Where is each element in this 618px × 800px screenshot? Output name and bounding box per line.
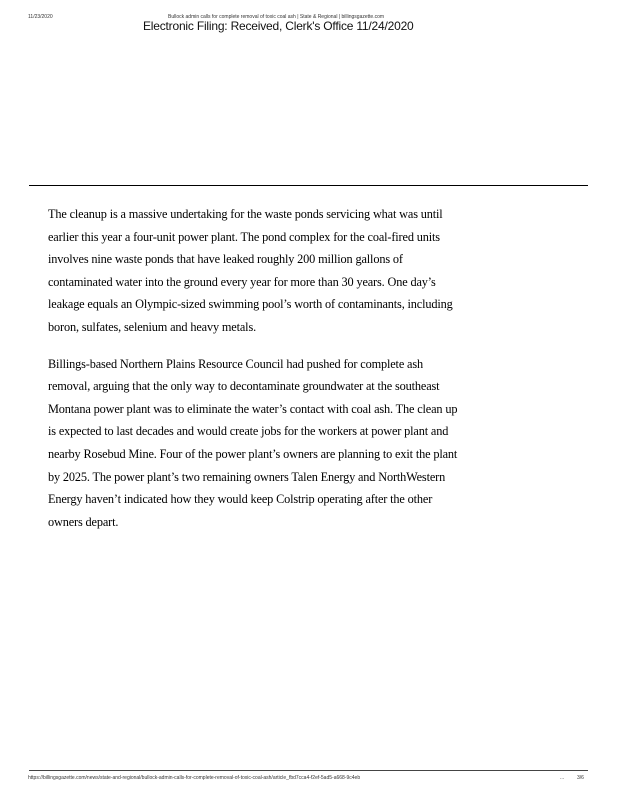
text-line: leakage equals an Olympic-sized swimming pool’s worth of contaminants, including	[48, 297, 453, 312]
text-line: is expected to last decades and would create jobs for the workers at power plant and	[48, 424, 449, 439]
text-line: owners depart.	[48, 514, 119, 529]
text-line: contaminated water into the ground every year for more than 30 years. One day’s	[48, 274, 436, 289]
bottom-divider	[29, 770, 588, 771]
print-page-title: Bullock admin calls for complete removal of toxic coal ash | State & Regional | billingsgazette.com	[168, 14, 385, 20]
text-line: involves nine waste ponds that have leaked roughly 200 million gallons of	[48, 252, 403, 267]
filing-stamp: Electronic Filing: Received, Clerk's Office 11/24/2020	[143, 19, 414, 33]
text-line: The cleanup is a massive undertaking for the waste ponds servicing what was until	[48, 207, 443, 221]
text-line: Billings-based Northern Plains Resource Council had pushed for complete ash	[48, 356, 423, 371]
footer-url-link[interactable]: https://billingsgazette.com/news/state-and-regional/bullock-admin-calls-for-complete-removal-of-toxic-coal-ash/article_fbd7cca4-f2ef-5ad5-a668-9c4eb	[28, 775, 361, 781]
text-line: Montana power plant was to eliminate the water’s contact with coal ash. The clean up	[48, 401, 458, 416]
footer-ellipsis: ...	[560, 775, 565, 781]
text-line: earlier this year a four-unit power plant. The pond complex for the coal-fired units	[48, 229, 440, 244]
print-date: 11/23/2020	[28, 14, 53, 20]
page-number: 3/6	[577, 775, 584, 781]
top-divider	[29, 185, 588, 186]
article-body	[48, 203, 498, 547]
text-line: boron, sulfates, selenium and heavy metals.	[48, 319, 257, 334]
text-line: nearby Rosebud Mine. Four of the power plant’s owners are planning to exit the plant	[48, 446, 458, 461]
text-line: by 2025. The power plant’s two remaining owners Talen Energy and NorthWestern	[48, 469, 446, 484]
article-paragraph	[48, 203, 498, 339]
text-line: Energy haven’t indicated how they would keep Colstrip operating after the other	[48, 492, 433, 507]
article-paragraph	[48, 353, 498, 534]
text-line: removal, arguing that the only way to decontaminate groundwater at the southeast	[48, 379, 440, 394]
